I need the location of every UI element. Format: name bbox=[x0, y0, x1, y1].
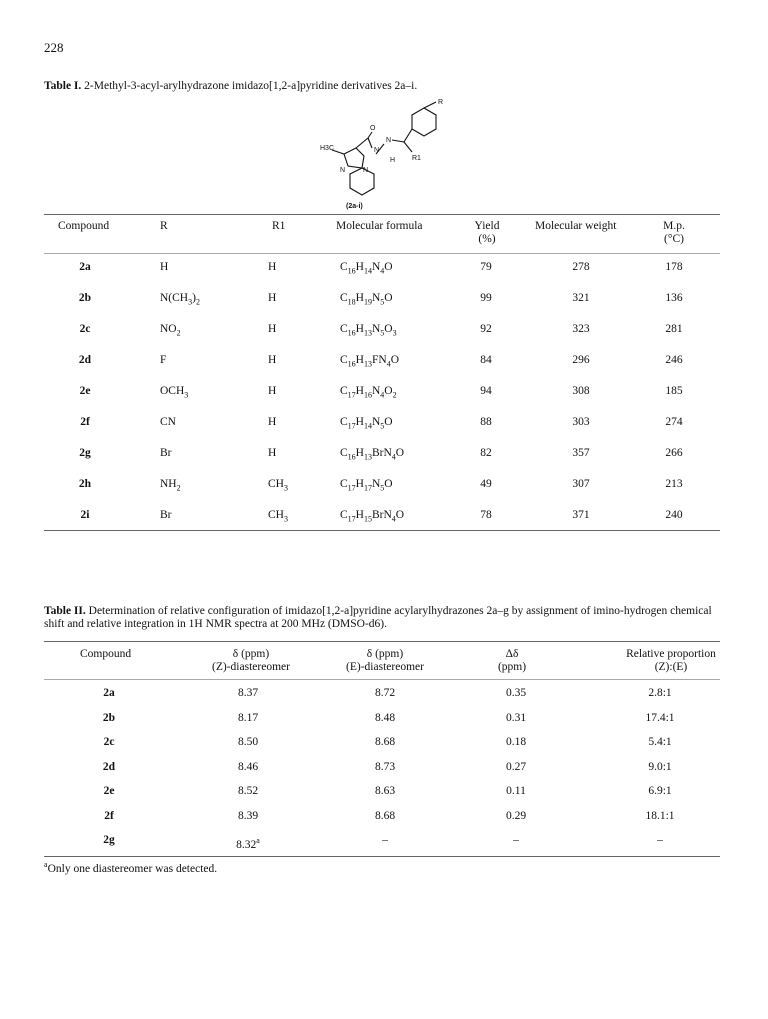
t2-cell-z-note: a bbox=[256, 836, 260, 845]
bond-aryl-c bbox=[404, 129, 412, 142]
t2-cell-rp: 18.1:1 bbox=[645, 809, 675, 822]
footnote-text: Only one diastereomer was detected. bbox=[47, 862, 218, 875]
t1-cell-r1: H bbox=[268, 354, 277, 366]
t1-cell-compound: 2a bbox=[79, 261, 91, 273]
pyridine-ring bbox=[350, 168, 374, 195]
t1-cell-r: Br bbox=[160, 447, 172, 459]
t1-cell-yield: 99 bbox=[480, 292, 492, 304]
table2-caption-text: Determination of relative configuration of imidazo[1,2-a]pyridine acylarylhydrazones 2a–g by assignment of imino-hydrogen chemical shift and relative integration in 1H NMR spectra at 200 MHz (DMSO-d6). bbox=[44, 605, 712, 630]
t1-header-mw: Molecular weight bbox=[535, 220, 617, 232]
t2-header-rp: Relative proportion (Z):(E) bbox=[626, 648, 716, 673]
table2-top-rule bbox=[44, 641, 720, 642]
t1-cell-compound: 2e bbox=[79, 385, 91, 397]
t1-cell-yield: 49 bbox=[480, 478, 492, 490]
footnote-mark: a bbox=[44, 860, 48, 869]
t2-cell-z: 8.39 bbox=[237, 809, 259, 822]
t1-cell-r: CN bbox=[160, 416, 176, 428]
t2-cell-rp: 2.8:1 bbox=[648, 687, 672, 699]
struct-label-n1: N bbox=[386, 137, 392, 144]
t1-cell-r1: H bbox=[268, 447, 277, 459]
struct-label-name: (2a-i) bbox=[346, 203, 363, 210]
t1-cell-mp: 246 bbox=[665, 354, 683, 366]
t1-cell-r: $NO_2$ bbox=[160, 323, 181, 338]
t2-cell-z: 8.37 bbox=[237, 687, 259, 699]
t1-cell-yield: 88 bbox=[480, 416, 492, 428]
t1-cell-r: $NH_2$ bbox=[160, 478, 181, 493]
t1-cell-mw: 308 bbox=[572, 385, 590, 397]
t1-cell-mp: 274 bbox=[665, 416, 683, 428]
t2-cell-dd: 0.27 bbox=[505, 760, 527, 773]
t1-cell-r1: H bbox=[268, 385, 277, 397]
t2-cell-e: 8.48 bbox=[374, 711, 396, 724]
table1-header-rule bbox=[44, 253, 720, 254]
t2-cell-dd: 0.29 bbox=[505, 809, 527, 822]
t1-cell-yield: 84 bbox=[480, 354, 492, 366]
struct-label-na: N bbox=[340, 167, 346, 174]
struct-label-o: O bbox=[370, 125, 376, 132]
page-number: 228 bbox=[44, 40, 64, 55]
bond-r bbox=[424, 102, 436, 108]
t1-cell-formula: $C_{17}H_{16}N_4O_2$ bbox=[340, 385, 397, 400]
t1-cell-mw: 371 bbox=[572, 509, 590, 521]
t1-cell-mw: 357 bbox=[572, 447, 590, 459]
t2-cell-rp: 17.4:1 bbox=[645, 711, 675, 724]
t1-cell-formula: $C_{16}H_{13}FN_4O$ bbox=[340, 354, 399, 369]
t2-cell-dd: 0.31 bbox=[505, 711, 527, 724]
t2-cell-e: 8.63 bbox=[374, 785, 396, 797]
t2-cell-z: 8.46 bbox=[237, 760, 259, 773]
table1-caption bbox=[44, 80, 417, 93]
t1-cell-r1: $CH_3$ bbox=[268, 478, 288, 493]
table2-header-rule bbox=[44, 679, 720, 680]
t2-cell-z: 8.32$^a$ bbox=[236, 836, 260, 851]
t1-header-formula: Molecular formula bbox=[336, 220, 423, 232]
t1-cell-yield: 92 bbox=[480, 323, 492, 335]
t2-cell-rp: – bbox=[657, 834, 663, 846]
t1-cell-mw: 296 bbox=[572, 354, 590, 366]
t1-cell-mp: 213 bbox=[665, 478, 683, 490]
struct-label-nb: N bbox=[363, 167, 369, 174]
table2-bottom-rule bbox=[44, 856, 720, 857]
t1-cell-yield: 94 bbox=[480, 385, 492, 397]
t1-cell-formula: $C_{16}H_{13}N_5O_3$ bbox=[340, 323, 397, 338]
t1-cell-compound: 2d bbox=[78, 354, 92, 366]
t2-cell-z: 8.52 bbox=[237, 785, 259, 797]
t1-cell-mw: 278 bbox=[572, 261, 590, 273]
t1-cell-mw: 307 bbox=[572, 478, 590, 490]
t2-header-compound: Compound bbox=[80, 648, 132, 660]
t1-header-mp: M.p. (°C) bbox=[663, 220, 685, 245]
t2-header-dd: Δδ (ppm) bbox=[497, 648, 527, 673]
imidazole-ring bbox=[344, 148, 364, 168]
t1-cell-mw: 321 bbox=[572, 292, 590, 304]
t1-cell-compound: 2h bbox=[78, 478, 92, 490]
t2-cell-compound: 2c bbox=[103, 736, 115, 748]
table1-top-rule bbox=[44, 214, 720, 215]
t1-cell-compound: 2g bbox=[79, 447, 91, 459]
t2-cell-compound: 2g bbox=[103, 834, 115, 846]
t1-cell-r1: H bbox=[268, 292, 277, 304]
t1-cell-mp: 185 bbox=[665, 385, 683, 397]
t2-cell-z: 8.17 bbox=[237, 711, 259, 724]
t2-cell-dd: 0.35 bbox=[505, 687, 527, 699]
t1-cell-compound: 2c bbox=[79, 323, 91, 335]
t2-cell-e: 8.72 bbox=[374, 687, 396, 699]
t1-header-yield: Yield (%) bbox=[474, 220, 500, 245]
table1-caption-text: 2-Methyl-3-acyl-arylhydrazone imidazo[1,2-a]pyridine derivatives 2a–i. bbox=[81, 80, 418, 92]
t2-cell-compound: 2e bbox=[103, 785, 115, 797]
t1-cell-mw: 323 bbox=[572, 323, 590, 335]
t2-cell-dd: 0.11 bbox=[506, 785, 526, 797]
t1-cell-yield: 78 bbox=[480, 509, 492, 521]
t1-cell-formula: $C_{16}H_{14}N_4O$ bbox=[340, 261, 393, 276]
t1-cell-compound: 2f bbox=[80, 416, 90, 428]
t1-cell-r: $OCH_3$ bbox=[160, 385, 189, 400]
t1-cell-formula: $C_{17}H_{15}BrN_4O$ bbox=[340, 509, 405, 524]
table1-caption-label: Table I. bbox=[44, 80, 82, 92]
t1-cell-mp: 266 bbox=[665, 447, 683, 459]
t2-cell-z: 8.50 bbox=[237, 736, 259, 748]
t1-cell-compound: 2b bbox=[78, 292, 92, 304]
t2-cell-e: 8.68 bbox=[374, 809, 396, 822]
struct-label-n2: N bbox=[374, 147, 380, 154]
t1-header-r: R bbox=[160, 220, 168, 232]
t1-cell-formula: $C_{16}H_{13}BrN_4O$ bbox=[340, 447, 405, 462]
t2-cell-compound: 2a bbox=[103, 687, 115, 699]
t1-cell-r1: H bbox=[268, 416, 277, 428]
t2-cell-e: 8.68 bbox=[374, 736, 396, 748]
bond-n-carbonyl bbox=[368, 138, 372, 148]
bond-c3 bbox=[356, 138, 368, 148]
table1-bottom-rule bbox=[44, 530, 720, 531]
t1-cell-compound: 2i bbox=[80, 509, 90, 521]
t1-cell-r: F bbox=[160, 354, 167, 366]
struct-label-h3c: H3C bbox=[320, 145, 335, 152]
t1-header-r1: R1 bbox=[272, 220, 286, 232]
t1-cell-r1: $CH_3$ bbox=[268, 509, 288, 524]
struct-label-h: H bbox=[390, 157, 396, 164]
t1-cell-mp: 240 bbox=[665, 509, 683, 521]
struct-label-r: R bbox=[438, 99, 444, 106]
t1-cell-r: Br bbox=[160, 509, 172, 521]
table2-footnote bbox=[44, 860, 217, 875]
t1-header-compound: Compound bbox=[58, 220, 110, 232]
t2-cell-e: – bbox=[382, 834, 388, 846]
bond-c-n-imine bbox=[392, 140, 404, 142]
t2-cell-rp: 9.0:1 bbox=[648, 760, 672, 773]
t2-cell-rp: 6.9:1 bbox=[648, 785, 672, 797]
t1-cell-formula: $C_{17}H_{17}N_5O$ bbox=[340, 478, 393, 493]
t1-cell-yield: 82 bbox=[480, 447, 492, 459]
t1-cell-formula: $C_{18}H_{19}N_5O$ bbox=[340, 292, 393, 307]
t2-header-z: δ (ppm) (Z)-diastereomer bbox=[212, 648, 290, 673]
bond-carbonyl bbox=[368, 132, 372, 138]
t2-cell-compound: 2d bbox=[102, 760, 116, 773]
t1-cell-mp: 281 bbox=[665, 323, 683, 335]
t2-cell-dd: 0.18 bbox=[505, 736, 527, 748]
t2-cell-e: 8.73 bbox=[374, 760, 396, 773]
t1-cell-mp: 136 bbox=[665, 292, 683, 304]
t2-cell-rp: 5.4:1 bbox=[648, 736, 672, 748]
t1-cell-r1: H bbox=[268, 323, 277, 335]
t2-cell-dd: – bbox=[513, 834, 519, 846]
t2-cell-compound: 2b bbox=[102, 711, 116, 724]
t1-cell-r: $N(CH_3)_2$ bbox=[160, 292, 200, 307]
table2-caption bbox=[44, 605, 724, 631]
chemical-structure-diagram bbox=[300, 98, 470, 210]
bond-c-r1 bbox=[404, 142, 412, 152]
t2-cell-compound: 2f bbox=[104, 809, 114, 822]
t1-cell-formula: $C_{17}H_{14}N_5O$ bbox=[340, 416, 393, 431]
t1-cell-r: H bbox=[160, 261, 169, 273]
t1-cell-yield: 79 bbox=[480, 261, 492, 273]
t2-header-e: δ (ppm) (E)-diastereomer bbox=[346, 648, 424, 673]
table2-caption-label: Table II. bbox=[44, 605, 86, 617]
struct-label-r1: R1 bbox=[412, 155, 421, 162]
t1-cell-mw: 303 bbox=[572, 416, 590, 428]
t1-cell-mp: 178 bbox=[665, 261, 683, 273]
phenyl-ring bbox=[412, 108, 436, 136]
t1-cell-r1: H bbox=[268, 261, 277, 273]
